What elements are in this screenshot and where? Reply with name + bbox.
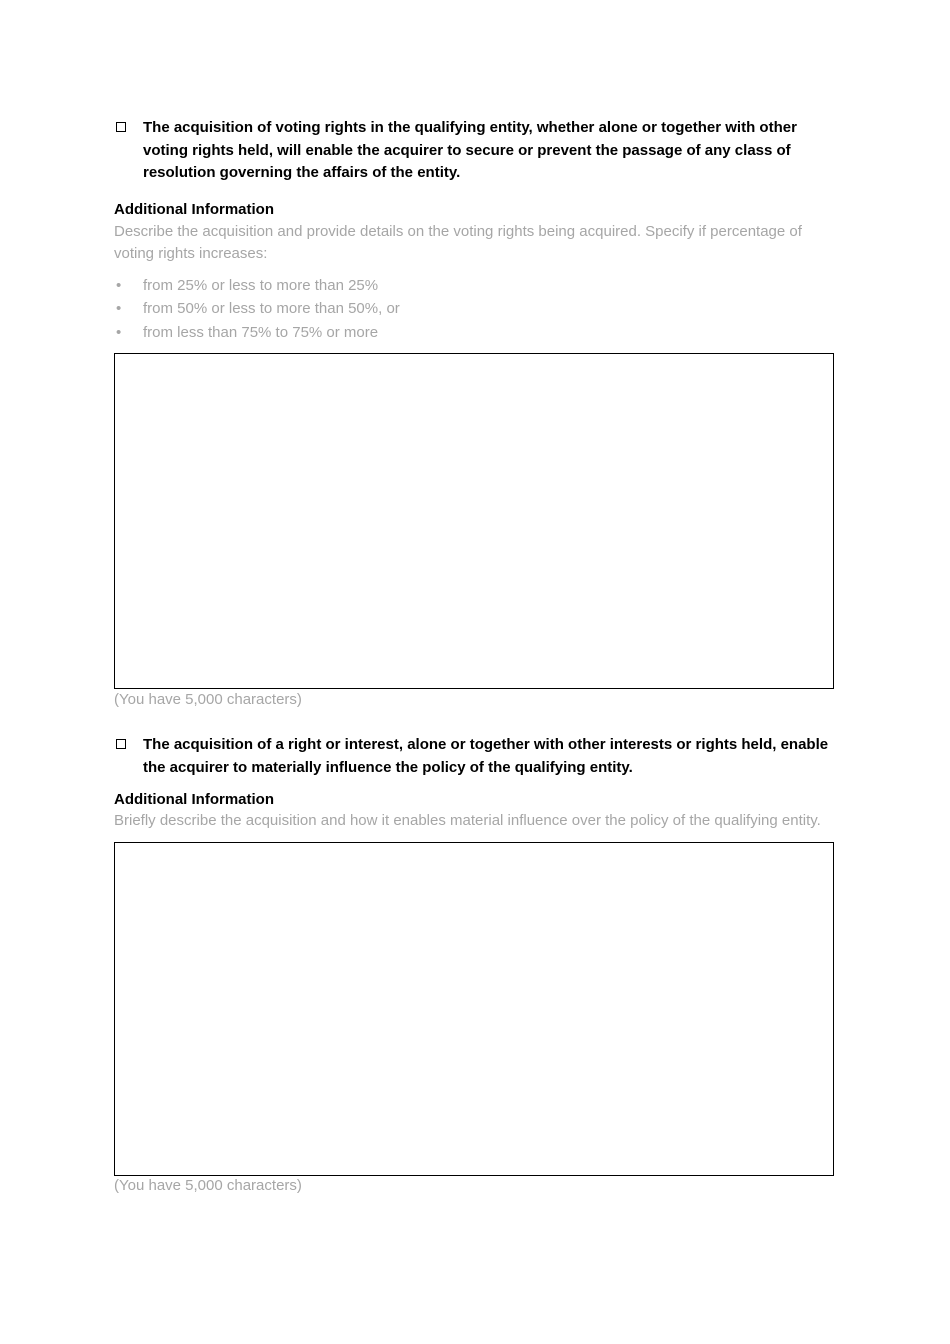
voting-rights-question-text: The acquisition of voting rights in the qualifying entity, whether alone or together with other voting rights held, will enable the acquirer to secure or prevent the passage of any class of resolution governing the affairs of the entity. [143, 119, 797, 181]
material-influence-question [114, 734, 835, 779]
material-influence-answer-field[interactable] [114, 842, 834, 1176]
list-item: • from less than 75% to 75% or more [114, 321, 835, 345]
voting-rights-answer-field[interactable] [114, 353, 834, 689]
additional-information-label: Additional Information [114, 791, 274, 808]
voting-rights-checkbox[interactable] [116, 122, 126, 132]
material-influence-question-text: The acquisition of a right or interest, alone or together with other interests or rights held, enable the acquirer to materially influence the policy of the qualifying entity. [143, 736, 829, 776]
additional-information-label: Additional Information [114, 200, 274, 218]
voting-rights-hint: Describe the acquisition and provide details on the voting rights being acquired. Specify if percentage of voting rights increases: [114, 222, 802, 262]
material-influence-hint: Briefly describe the acquisition and how it enables material influence over the policy of the qualifying entity. [114, 812, 821, 829]
voting-rights-character-counter: (You have 5,000 characters) [114, 691, 302, 708]
material-influence-checkbox[interactable] [116, 739, 126, 749]
bullet-icon: • [116, 276, 122, 294]
material-influence-character-counter: (You have 5,000 characters) [114, 1177, 302, 1194]
percentage-thresholds-list [114, 274, 835, 345]
bullet-icon: • [116, 323, 122, 341]
list-item: • from 50% or less to more than 50%, or [114, 297, 835, 321]
form-page [114, 117, 835, 1196]
voting-rights-question [114, 117, 835, 185]
list-item: • from 25% or less to more than 25% [114, 274, 835, 298]
bullet-icon: • [116, 300, 122, 317]
